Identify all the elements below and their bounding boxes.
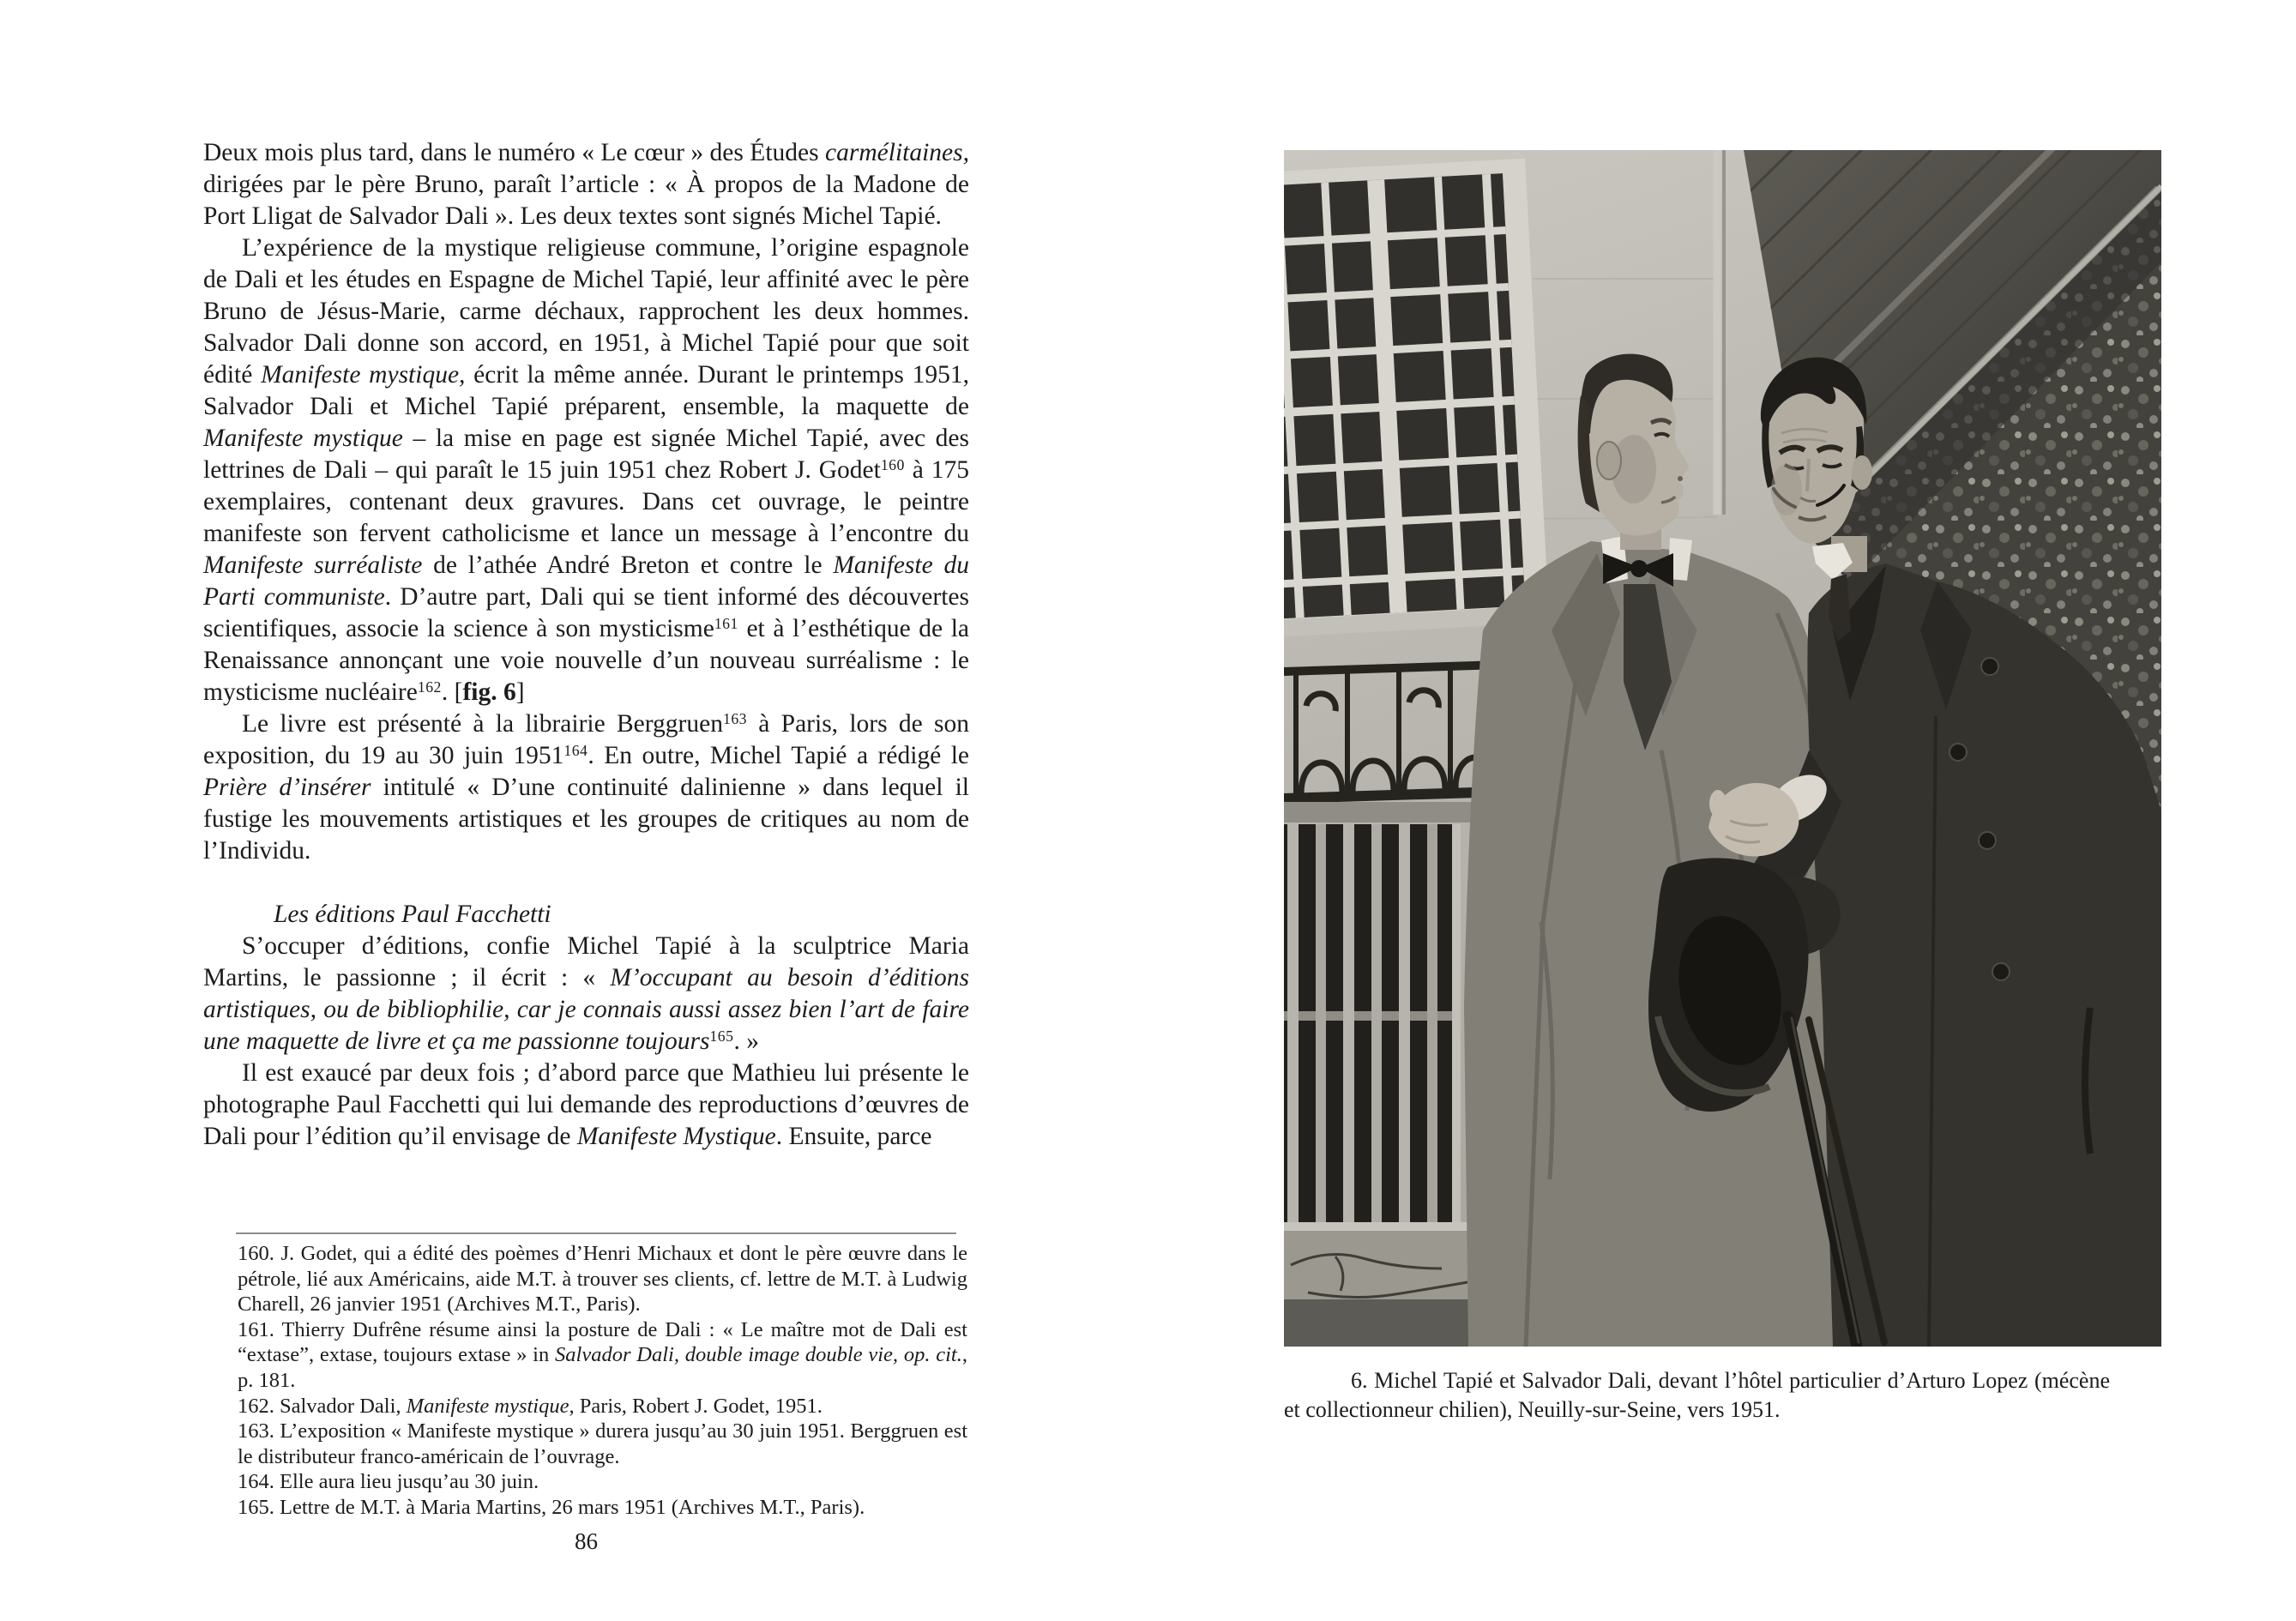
paragraph: S’occuper d’éditions, confie Michel Tapié à la sculptrice Maria Martins, le passionne ; il écrit : « M’occupant au besoin d’éditions artistiques, ou de bibliophilie, car je connais aussi assez bien l’art de faire une maquette de livre et ça me passionne toujours$^{165}$. » [203, 932, 969, 1055]
page-number: 86 [575, 1528, 598, 1554]
footnote: 160. J. Godet, qui a édité des poèmes d’Henri Michaux et dont le père œuvre dans le pétrole, lié aux Américains, aide M.T. à trouver ses clients, cf. lettre de M.T. à Ludwig Charell, 26 janvier 1951 (Archives M.T., Paris). [238, 1242, 967, 1317]
footnote: 162. Salvador Dali, Manifeste mystique, Paris, Robert J. Godet, 1951. [238, 1394, 823, 1418]
section-heading: Les éditions Paul Facchetti [274, 901, 551, 928]
paragraph: Le livre est présenté à la librairie Berggruen$^{163}$ à Paris, lors de son exposition, du 19 au 30 juin 1951$^{164}$. En outre, Michel Tapié a rédigé le Prière d’insérer intitulé « D’une continuité dalinienne » dans lequel il fustige les mouvements artistiques et les groupes de critiques au nom de l’Individu. [203, 710, 970, 865]
figure-caption: 6. Michel Tapié et Salvador Dali, devant l’hôtel particulier d’Arturo Lopez (mécène et collectionneur chilien), Neuilly-sur-Seine, vers 1951. [1284, 1368, 2110, 1422]
footnote: 164. Elle aura lieu jusqu’au 30 juin. [238, 1470, 539, 1494]
footnote-separator-rule [236, 1232, 956, 1234]
wall-base [1284, 1299, 1500, 1347]
main-text-column [203, 137, 969, 1153]
footnote: 161. Thierry Dufrêne résume ainsi la posture de Dali : « Le maître mot de Dali est “extase”, extase, toujours extase » in Salvador Dali, double image double vie, op. cit., p. 181. [238, 1317, 967, 1392]
footnote: 165. Lettre de M.T. à Maria Martins, 26 mars 1951 (Archives M.T., Paris). [238, 1495, 865, 1519]
paragraph: Il est exaucé par deux fois ; d’abord parce que Mathieu lui présente le photographe Paul Facchetti qui lui demande des reproductions d’œuvres de Dali pour l’édition qu’il envisage de Manifeste Mystique. Ensuite, parce [203, 1059, 969, 1150]
window-upper [1284, 158, 1553, 637]
photo-tapie-dali [1284, 150, 2161, 1347]
footnote: 163. L’exposition « Manifeste mystique » durera jusqu’au 30 juin 1951. Berggruen est le distributeur franco-américain de l’ouvrage. [238, 1419, 967, 1468]
figure-6 [1284, 150, 2161, 1425]
dali-ear [1852, 455, 1872, 490]
tapie-ear [1597, 442, 1621, 479]
footnote-list [238, 1241, 967, 1521]
footnote-zone [203, 1232, 969, 1521]
paragraph: Deux mois plus tard, dans le numéro « Le cœur » des Études carmélitaines, dirigées par le père Bruno, paraît l’article : « À propos de la Madone de Port Lligat de Salvador Dali ». Les deux textes sont signés Michel Tapié. [203, 139, 969, 230]
building-corner-quoin [1717, 150, 1724, 515]
window-grille-lower [1284, 824, 1461, 1229]
paragraph: L’expérience de la mystique religieuse commune, l’origine espagnole de Dali et les études en Espagne de Michel Tapié, leur affinité avec le père Bruno de Jésus-Marie, carme déchaux, rapprochent les deux hommes. Salvador Dali donne son accord, en 1951, à Michel Tapié pour que soit édité Manifeste mystique, écrit la même année. Durant le printemps 1951, Salvador Dali et Michel Tapié préparent, ensemble, la maquette de Manifeste mystique – la mise en page est signée Michel Tapié, avec des lettrines de Dali – qui paraît le 15 juin 1951 chez Robert J. Godet$^{160}$ à 175 exemplaires, contenant deux gravures. Dans cet ouvrage, le peintre manifeste son fervent catholicisme et lance un message à l’encontre du Manifeste surréaliste de l’athée André Breton et contre le Manifeste du Parti communiste. D’autre part, Dali qui se tient informé des découvertes scientifiques, associe la science à son mysticisme$^{161}$ et à l’esthétique de la Renaissance annonçant une voie nouvelle d’un nouveau surréalisme : le mysticisme nucléaire$^{162}$. [fig. 6] [203, 234, 970, 706]
